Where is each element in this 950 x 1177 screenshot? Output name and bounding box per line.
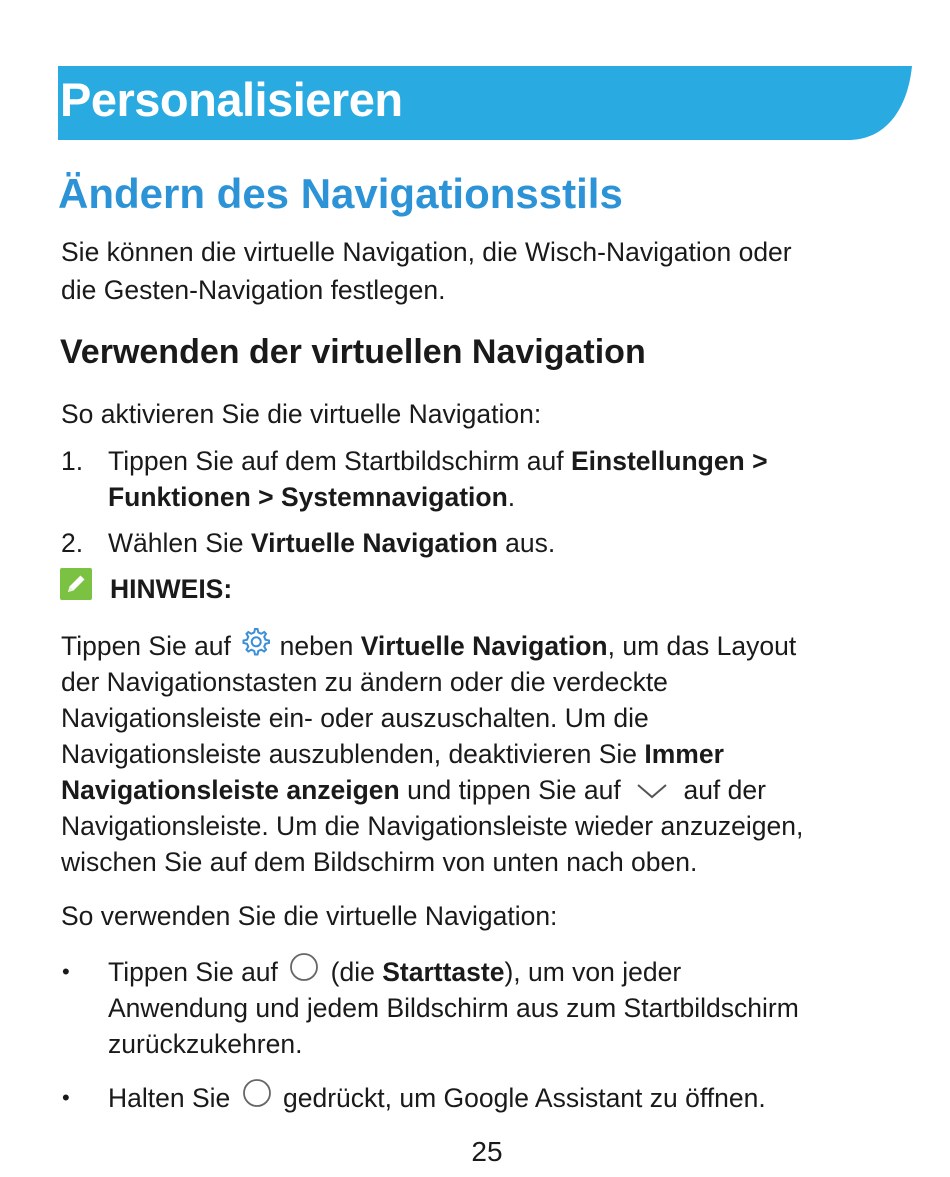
bullet-1-bold: Starttaste: [382, 957, 505, 987]
chevron-down-icon: [628, 777, 676, 801]
step-2-text: Wählen Sie: [108, 528, 251, 558]
note-line-3: Navigationsleiste ein- oder auszuschalten. Um die: [61, 703, 649, 733]
step-1-line-1: [108, 443, 768, 479]
note-line-5: [61, 772, 766, 808]
chapter-banner: [58, 66, 912, 140]
note-text-4: Navigationsleiste auszublenden, deaktivieren Sie: [61, 739, 645, 769]
step-1-line-2: [108, 479, 515, 515]
step-2-bold: Virtuelle Navigation: [250, 528, 498, 558]
note-text-5: und tippen Sie auf: [399, 775, 629, 805]
gear-icon: [238, 624, 272, 658]
note-line-1: [61, 628, 796, 664]
note-line-2: der Navigationstasten zu ändern oder die verdeckte: [61, 667, 668, 697]
note-text-5-end: auf der: [676, 775, 766, 805]
note-text-end: , um das Layout: [607, 631, 797, 661]
chapter-title: Personalisieren: [60, 73, 403, 126]
home-circle-icon: [238, 1076, 276, 1110]
step-2-end: aus.: [497, 528, 556, 558]
step-2-number: 2.: [61, 528, 84, 558]
section-intro-line-2: die Gesten-Navigation festlegen.: [61, 275, 446, 305]
section-intro-line-1: Sie können die virtuelle Navigation, die Wisch-Navigation oder: [61, 237, 792, 267]
use-intro: So verwenden Sie die virtuelle Navigation:: [61, 901, 558, 931]
note-bold: Virtuelle Navigation: [360, 631, 608, 661]
step-1-text: Tippen Sie auf dem Startbildschirm auf: [108, 446, 571, 476]
step-2-line: [108, 525, 555, 561]
note-line-6: Navigationsleiste. Um die Navigationsleiste wieder anzuzeigen,: [61, 811, 804, 841]
step-1-end: .: [507, 482, 516, 512]
bullet-1-line-3: zurückzukehren.: [108, 1029, 303, 1059]
bullet-2-text-end: gedrückt, um Google Assistant zu öffnen.: [275, 1083, 766, 1113]
step-1-bold: Einstellungen >: [571, 446, 768, 476]
bullet-1-line-2: Anwendung und jedem Bildschirm aus zum Startbildschirm: [108, 993, 799, 1023]
note-text-mid: neben: [272, 631, 361, 661]
pencil-note-icon: [60, 568, 92, 600]
subsection-title: Verwenden der virtuellen Navigation: [60, 333, 646, 371]
note-bold-4: Immer: [644, 739, 724, 769]
bullet-1-line-1: [108, 954, 681, 990]
note-line-4: [61, 736, 724, 772]
step-1-bold-2: Funktionen > Systemnavigation: [108, 482, 508, 512]
note-line-7: wischen Sie auf dem Bildschirm von unten nach oben.: [61, 847, 698, 877]
bullet-2-text: Halten Sie: [108, 1083, 238, 1113]
bullet-1-text: Tippen Sie auf: [108, 957, 286, 987]
note-label: HINWEIS:: [110, 574, 233, 604]
bullet-1-text-end: ), um von jeder: [504, 957, 682, 987]
note-text: Tippen Sie auf: [61, 631, 239, 661]
step-1-number: 1.: [61, 446, 84, 476]
section-title: Ändern des Navigationsstils: [58, 170, 623, 217]
bullet-2-line: [108, 1080, 766, 1116]
bullet-2-marker: •: [62, 1085, 70, 1110]
bullet-1-text-mid: (die: [323, 957, 383, 987]
home-circle-icon: [285, 950, 323, 984]
note-bold-5: Navigationsleiste anzeigen: [61, 775, 400, 805]
activate-intro: So aktivieren Sie die virtuelle Navigation:: [61, 399, 542, 429]
bullet-1-marker: •: [62, 959, 70, 984]
page-number: 25: [471, 1136, 503, 1167]
